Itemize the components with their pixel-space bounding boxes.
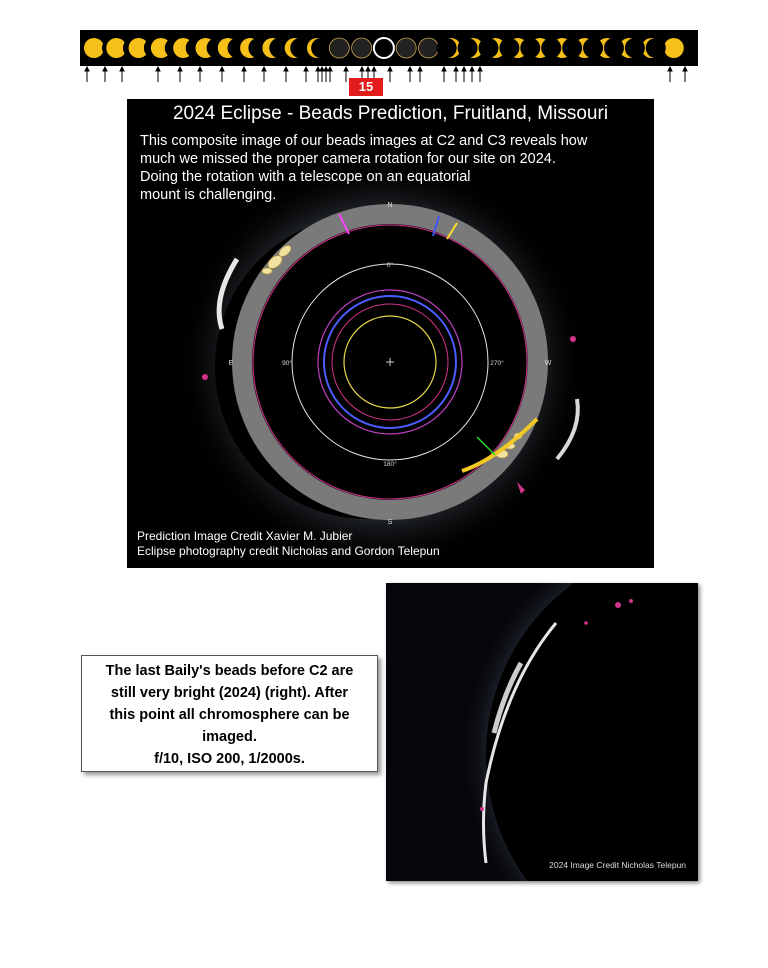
contact-arrow <box>198 67 202 82</box>
compass-north: N <box>387 202 393 209</box>
eclipse-phase <box>307 38 331 58</box>
eclipse-phase <box>646 38 684 58</box>
bailys-beads-photo <box>386 583 698 881</box>
contact-arrow <box>388 67 392 82</box>
contact-arrow <box>328 67 332 82</box>
caption-box <box>81 655 378 772</box>
description-line: mount is challenging. <box>140 187 277 203</box>
description-line: Doing the rotation with a telescope on an equatorial <box>140 169 471 185</box>
contact-arrows <box>80 66 698 86</box>
contact-arrow <box>262 67 266 82</box>
contact-arrow <box>462 67 466 82</box>
caption-line: The last Baily's beads before C2 are <box>105 663 354 679</box>
eclipse-phase-strip <box>80 30 698 66</box>
contact-arrow <box>454 67 458 82</box>
contact-arrow <box>344 67 348 82</box>
contact-arrow <box>178 67 182 82</box>
compass-east: E <box>228 360 234 367</box>
caption-line: this point all chromosphere can be <box>109 707 350 723</box>
contact-arrow <box>120 67 124 82</box>
beads-prediction-panel <box>127 99 654 568</box>
contact-badge: 15 <box>349 78 383 96</box>
angle-0: 0° <box>386 262 394 269</box>
contact-arrow <box>156 67 160 82</box>
prediction-credit: Prediction Image Credit Xavier M. Jubier <box>137 529 353 543</box>
caption-line: f/10, ISO 200, 1/2000s. <box>154 751 305 767</box>
angle-180: 180° <box>383 461 397 468</box>
description-line: This composite image of our beads images at C2 and C3 reveals how <box>140 133 588 149</box>
contact-arrow <box>478 67 482 82</box>
eclipse-phase <box>285 38 311 58</box>
contact-arrow <box>103 67 107 82</box>
angle-90: 90° <box>282 360 292 367</box>
contact-arrow <box>683 67 687 82</box>
compass-south: S <box>387 519 393 526</box>
eclipse-phase <box>437 38 461 58</box>
contact-arrow <box>408 67 412 82</box>
photo-credit: 2024 Image Credit Nicholas Telepun <box>549 860 686 870</box>
eclipse-phases-graphic <box>80 30 698 66</box>
eclipse-limb-graphic <box>386 583 698 881</box>
eclipse-phase <box>396 38 416 58</box>
panel-description <box>140 132 640 204</box>
eclipse-phase <box>419 38 439 58</box>
contact-arrow <box>85 67 89 82</box>
contact-arrow <box>316 67 320 82</box>
description-line: much we missed the proper camera rotation for our site on 2024. <box>140 151 556 167</box>
caption-line: still very bright (2024) (right). After <box>110 685 349 701</box>
contact-arrow <box>304 67 308 82</box>
contact-arrow <box>324 67 328 82</box>
caption-line: imaged. <box>202 729 257 745</box>
contact-arrow <box>418 67 422 82</box>
photography-credit: Eclipse photography credit Nicholas and Gordon Telepun <box>137 544 440 558</box>
compass-west: W <box>544 360 552 367</box>
contact-arrow <box>220 67 224 82</box>
panel-title: 2024 Eclipse - Beads Prediction, Fruitland, Missouri <box>172 103 609 124</box>
contact-arrow <box>320 67 324 82</box>
angle-270: 270° <box>490 360 504 367</box>
eclipse-phase <box>373 37 395 59</box>
contact-arrow <box>284 67 288 82</box>
contact-arrow <box>470 67 474 82</box>
eclipse-phase <box>352 38 372 58</box>
eclipse-phase <box>329 38 349 58</box>
contact-arrow <box>442 67 446 82</box>
contact-arrow <box>668 67 672 82</box>
contact-arrow <box>242 67 246 82</box>
